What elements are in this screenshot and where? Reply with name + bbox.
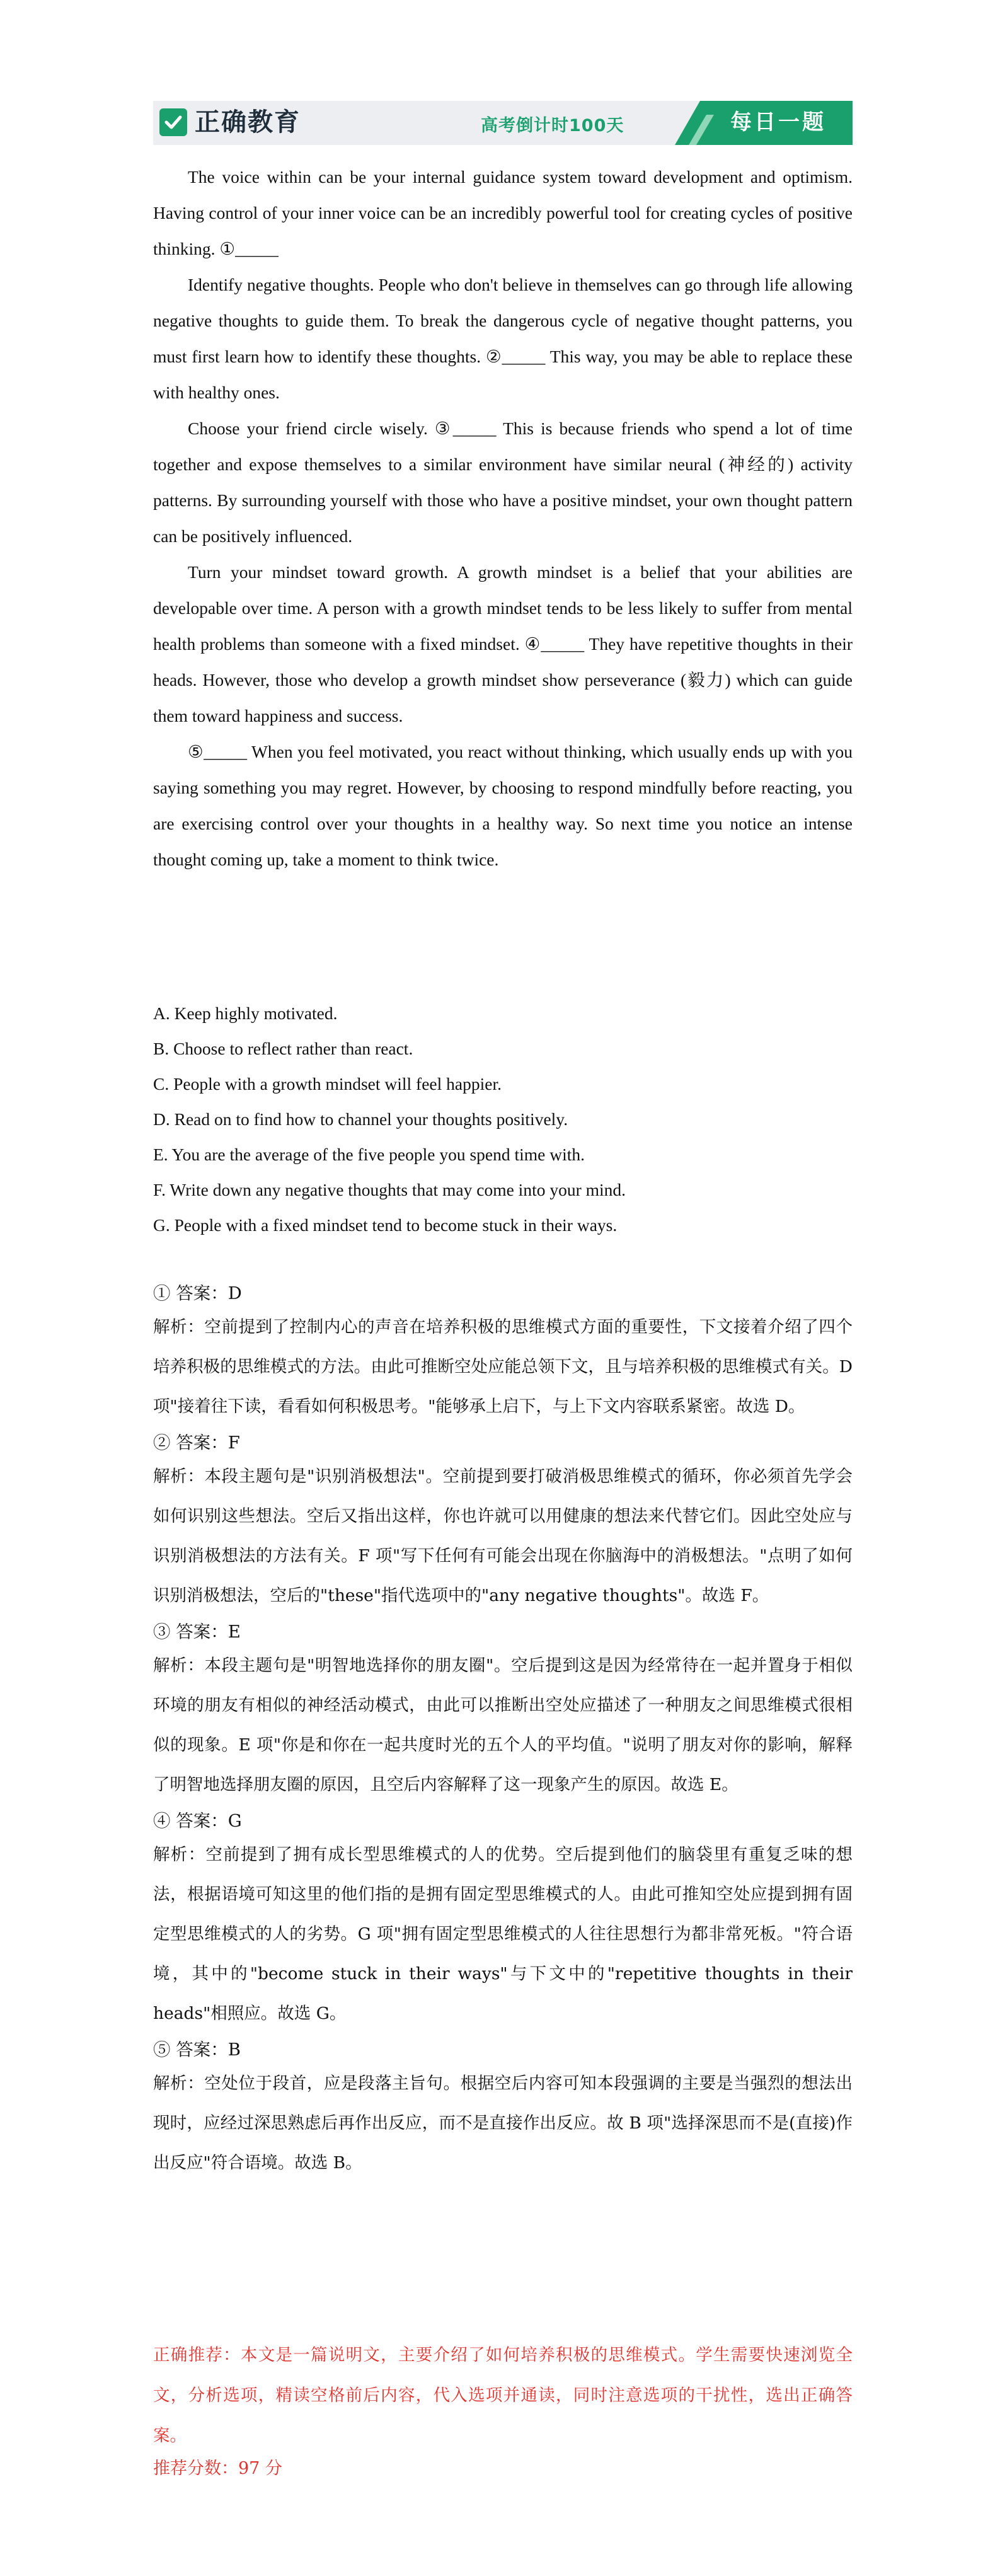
answer-analysis: 解析：本段主题句是"明智地选择你的朋友圈"。空后提到这是因为经常待在一起并置身于相似环境的朋友有相似的神经活动模式，由此可以推断出空处应描述了一种朋友之间思维模式很相似的现象。E 项"你是和你在一起共度时光的五个人的平均值。"说明了朋友对你的影响，解释了明智地选择朋友圈的原因，且空后内容解释了这一现象产生的原因。故选 E。 (153, 1656, 853, 1794)
option-item: A. Keep highly motivated. (153, 1003, 338, 1023)
answer-analysis: 解析：空处位于段首，应是段落主旨句。根据空后内容可知本段强调的主要是当强烈的想法出现时，应经过深思熟虑后再作出反应，而不是直接作出反应。故 B 项"选择深思而不是(直接)作出反应"符合语境。故选 B。 (153, 2074, 853, 2173)
recommendation-section (153, 2335, 853, 2481)
reading-passage (153, 159, 853, 877)
answer-heading: ③ 答案：E (153, 1622, 241, 1642)
passage-paragraph: Choose your friend circle wisely. ③_____ This is because friends who spend a lot of time together and expose themselves to a similar environment have similar neural (神经的) activity patterns. By surrounding yourself with those who have a positive mindset, your own thought pattern can be positively influenced. (153, 419, 853, 546)
passage-paragraph: Identify negative thoughts. People who don't believe in themselves can go through life allowing negative thoughts to guide them. To break the dangerous cycle of negative thought patterns, you must first learn how to identify these thoughts. ②_____ This way, you may be able to replace these with healthy ones. (153, 275, 853, 402)
option-item: C. People with a growth mindset will feel happier. (153, 1074, 502, 1094)
option-item: G. People with a fixed mindset tend to become stuck in their ways. (153, 1215, 618, 1235)
answer-analysis: 解析：空前提到了拥有成长型思维模式的人的优势。空后提到他们的脑袋里有重复乏味的想法，根据语境可知这里的他们指的是拥有固定型思维模式的人。由此可推知空处应提到拥有固定型思维模式的人的劣势。G 项"拥有固定型思维模式的人往往思想行为都非常死板。"符合语境，其中的"become stuck in their ways"与下文中的"repetitive thoughts in their heads"相照应。故选 G。 (153, 1845, 853, 2023)
answer-analysis: 解析：本段主题句是"识别消极想法"。空前提到要打破消极思维模式的循环，你必须首先学会如何识别这些想法。空后又指出这样，你也许就可以用健康的想法来代替它们。因此空处应与识别消极想法的方法有关。F 项"写下任何有可能会出现在你脑海中的消极想法。"点明了如何识别消极想法，空后的"these"指代选项中的"any negative thoughts"。故选 F。 (153, 1467, 853, 1605)
option-item: E. You are the average of the five people you spend time with. (153, 1145, 585, 1164)
recommendation-score: 推荐分数：97 分 (153, 2459, 282, 2478)
option-item: B. Choose to reflect rather than react. (153, 1039, 413, 1058)
header-banner (153, 101, 853, 145)
option-item: D. Read on to find how to channel your thoughts positively. (153, 1109, 568, 1129)
passage-paragraph: ⑤_____ When you feel motivated, you react without thinking, which usually ends up with you saying something you may regret. However, by choosing to respond mindfully before reacting, you are exercising control over your thoughts in a healthy way. So next time you notice an intense thought coming up, take a moment to think twice. (153, 742, 853, 869)
ribbon-label: 每日一题 (730, 110, 826, 135)
options-list (153, 996, 853, 1243)
recommendation-text: 正确推荐：本文是一篇说明文，主要介绍了如何培养积极的思维模式。学生需要快速浏览全文，分析选项，精读空格前后内容，代入选项并通读，同时注意选项的干扰性，选出正确答案。 (153, 2345, 853, 2446)
check-icon (159, 108, 187, 136)
answer-heading: ④ 答案：G (153, 1811, 242, 1831)
answer-heading: ② 答案：F (153, 1433, 240, 1453)
check-mark-svg (163, 112, 183, 132)
passage-paragraph: The voice within can be your internal guidance system toward development and optimism. Having control of your inner voice can be an incredibly powerful tool for creating cycles of positive thinking. ①_____ (153, 167, 853, 258)
brand-name: 正确教育 (195, 108, 301, 137)
passage-paragraph: Turn your mindset toward growth. A growth mindset is a belief that your abilities are developable over time. A person with a growth mindset tends to be less likely to suffer from mental health problems than someone with a fixed mindset. ④_____ They have repetitive thoughts in their heads. However, those who develop a growth mindset show perseverance (毅力) which can guide them toward happiness and success. (153, 562, 853, 725)
option-item: F. Write down any negative thoughts that may come into your mind. (153, 1180, 626, 1199)
daily-question-ribbon (675, 101, 853, 145)
answer-analysis: 解析：空前提到了控制内心的声音在培养积极的思维模式方面的重要性，下文接着介绍了四个培养积极的思维模式的方法。由此可推断空处应能总领下文，且与培养积极的思维模式有关。D 项"接着往下读，看看如何积极思考。"能够承上启下，与上下文内容联系紧密。故选 D。 (153, 1317, 853, 1416)
answers-section (153, 1279, 853, 2185)
answer-heading: ⑤ 答案：B (153, 2040, 241, 2060)
countdown-label: 高考倒计时100天 (481, 116, 624, 136)
answer-heading: ① 答案：D (153, 1283, 242, 1303)
